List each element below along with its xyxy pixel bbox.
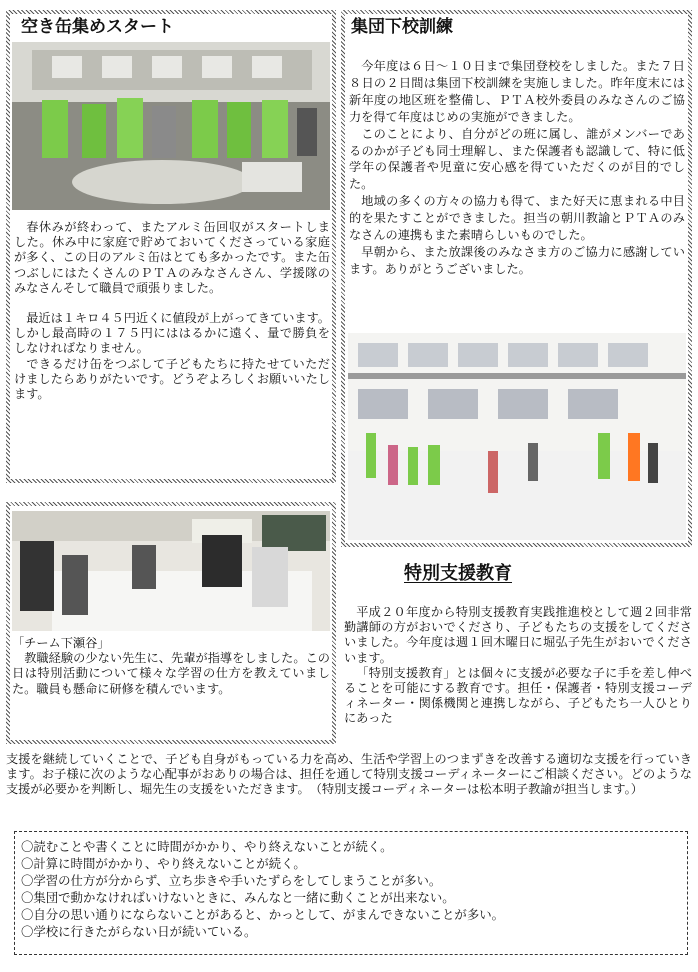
checklist-item: 〇学校に行きたがらない日が続いている。: [21, 924, 257, 939]
group-dismissal-paragraph: 地域の多くの方々の協力も得て、また好天に恵まれる中目的を果たすことができました。担当の朝川教諭とＰＴＡのみなさんの連携もまた素晴らしいものでした。: [349, 194, 685, 243]
can-collection-paragraph: できるだけ缶をつぶして子どもたちに持たせていただけましたらありがたいです。どうぞよろしくお願いいたします。: [14, 356, 330, 402]
special-support-text-full: [6, 752, 692, 798]
checklist-item: 〇計算に時間がかかり、やり終えないことが続く。: [21, 856, 306, 871]
checklist-item: 〇学習の仕方が分からず、立ち歩きや手いたずらをしてしまうことが多い。: [21, 873, 442, 888]
group-dismissal-paragraph: このことにより、自分がどの班に属し、誰がメンバーであるのかが子ども同士理解し、また保護者も認識して、特に低学年の保護者や児童に安心感を得ていただくのが目的でした。: [349, 126, 685, 192]
special-support-text-right: [344, 605, 692, 727]
special-support-title: 特別支援教育: [404, 563, 512, 584]
group-dismissal-paragraph: 早朝から、また放課後のみなさま方のご協力に感謝しています。ありがとうございました。: [349, 244, 685, 276]
special-support-checklist: [14, 831, 688, 955]
checklist-item: 〇自分の思い通りにならないことがあると、かっとして、がまんできないことが多い。: [21, 907, 504, 922]
can-collection-title: 空き缶集めスタート: [18, 18, 177, 37]
team-caption: 「チーム下瀬谷」: [12, 636, 110, 650]
can-collection-text: [14, 220, 330, 402]
can-collection-photo: [12, 42, 330, 210]
team-text: [12, 636, 330, 697]
special-support-paragraph: 平成２０年度から特別支援教育実践推進校として週２回非常勤講師の方がおいでくださり、子どもたちの支援をしてくださいました。今年度は週１回木曜日に堀弘子先生がおいでくださいます。: [344, 605, 692, 665]
can-collection-paragraph: 春休みが終わって、またアルミ缶回収がスタートしました。休み中に家庭で貯めておいてくださっている家庭が多く、この日のアルミ缶はとても多かったです。また缶つぶしにはたくさんのＰＴＡのみなさんさん、学援隊のみなさんそして職員で頑張りました。: [14, 220, 330, 295]
checklist-item: 〇読むことや書くことに時間がかかり、やり終えないことが続く。: [21, 839, 393, 854]
group-dismissal-text: [349, 58, 685, 278]
team-paragraph: 教職経験の少ない先生に、先輩が指導をしました。この日は特別活動について様々な学習の仕方を教えていました。職員も懸命に研修を積んでいます。: [12, 651, 330, 696]
checklist-item: 〇集団で動かなければいけないときに、みんなと一緒に動くことが出来ない。: [21, 890, 455, 905]
group-dismissal-paragraph: 今年度は６日〜１０日まで集団登校をしました。また７日８日の２日間は集団下校訓練を実施しました。昨年度末には新年度の地区班を整備し、ＰＴＡ校外委員のみなさんのご協力を得て年度はじめの実施ができました。: [349, 59, 685, 124]
team-photo: [12, 511, 330, 631]
can-collection-paragraph: 最近は１キロ４５円近くに値段が上がってきています。しかし最高時の１７５円にははるかに遠く、量で勝負をしなければなりません。: [14, 311, 330, 356]
special-support-paragraph: 支援を継続していくことで、子ども自身がもっている力を高め、生活や学習上のつまずきを改善する適切な支援を行っていきます。お子様に次のような心配事がおありの場合は、担任を通して特別支援コーディネーターにご相談ください。どのような支援が必要かを判断し、堀先生の支援をいただきます。 （特別支援コーディネーターは松本明子教諭が担当します。）: [6, 752, 692, 797]
special-support-paragraph: 「特別支援教育」とは個々に支援が必要な子に手を差し伸べることを可能にする教育です。担任・保護者・特別支援コーディネーター・関係機関と連携しながら、子どもたち一人ひとりにあった: [344, 665, 692, 726]
group-dismissal-title: 集団下校訓練: [348, 18, 456, 37]
group-dismissal-photo: [348, 333, 686, 540]
